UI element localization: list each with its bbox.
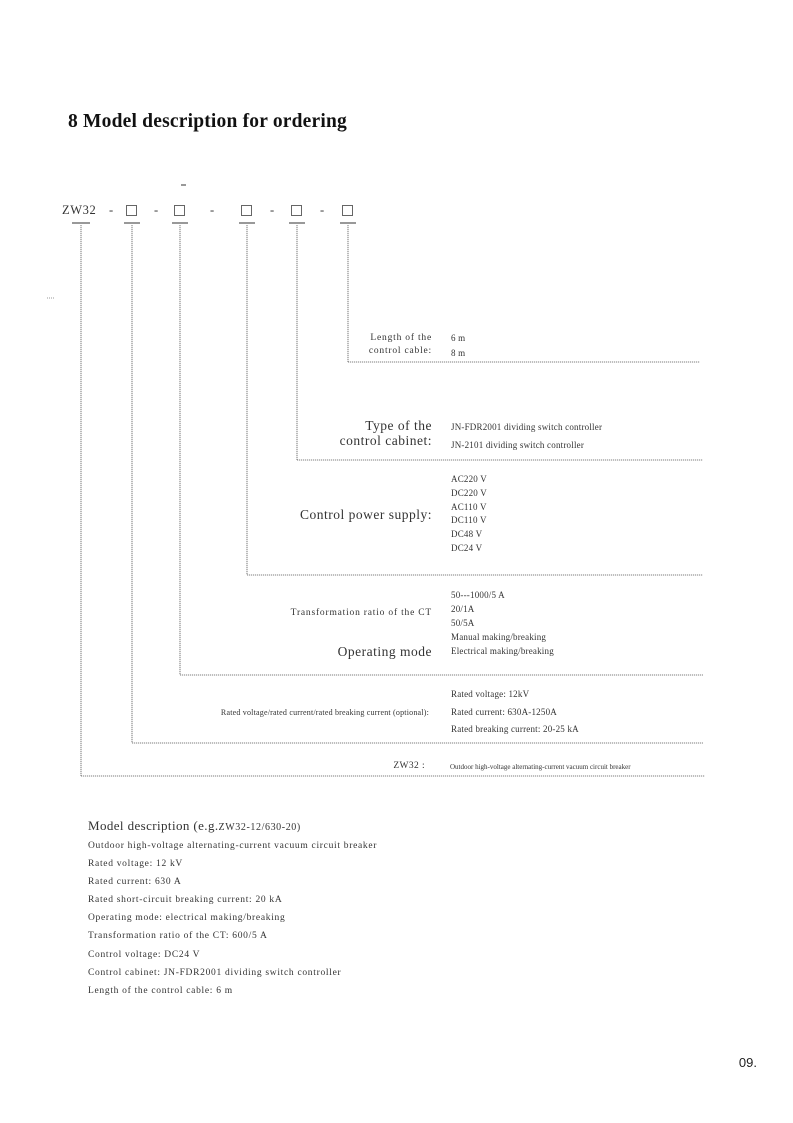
power-supply-label: Control power supply: <box>300 507 432 522</box>
power-option: DC48 V <box>451 529 483 539</box>
code-separator: - <box>109 203 114 217</box>
ct-option: 50---1000/5 A <box>451 590 505 600</box>
operating-mode-label: Operating mode <box>337 644 432 659</box>
ct-ratio-label: Transformation ratio of the CT <box>290 608 432 618</box>
mode-option: Electrical making/breaking <box>451 646 554 656</box>
cable-length-label: Length of the control cable: <box>368 333 432 356</box>
example-line: Transformation ratio of the CT: 600/5 A <box>88 931 268 941</box>
zw32-description: Outdoor high-voltage alternating-current vacuum circuit breaker <box>450 763 631 771</box>
page-title: 8 Model description for ordering <box>68 111 348 132</box>
code-separator: - <box>270 203 275 217</box>
example-line: Operating mode: electrical making/breaking <box>88 913 286 923</box>
code-slot-rated <box>126 205 137 216</box>
zw32-label: ZW32 : <box>393 761 425 771</box>
rated-option: Rated voltage: 12kV <box>451 689 530 699</box>
code-slot-mode <box>174 205 185 216</box>
mode-option: Manual making/breaking <box>451 632 547 642</box>
code-separator: - <box>210 203 215 217</box>
example-line: Control voltage: DC24 V <box>88 950 201 960</box>
ct-option: 20/1A <box>451 604 475 614</box>
power-option: DC220 V <box>451 488 487 498</box>
cable-length-option: 6 m <box>451 333 466 343</box>
code-prefix: ZW32 <box>62 203 97 217</box>
rated-option: Rated breaking current: 20-25 kA <box>451 724 579 734</box>
cabinet-option: JN-2101 dividing switch controller <box>451 440 585 450</box>
example-line: Rated short-circuit breaking current: 20 kA <box>88 895 283 905</box>
power-option: AC220 V <box>451 474 487 484</box>
example-line: Rated voltage: 12 kV <box>88 859 183 869</box>
example-line: Outdoor high-voltage alternating-current vacuum circuit breaker <box>88 841 378 851</box>
cabinet-label: Type of the control cabinet: <box>339 418 432 448</box>
example-line: Control cabinet: JN-FDR2001 dividing switch controller <box>88 968 342 978</box>
code-slot-power <box>241 205 252 216</box>
power-option: DC110 V <box>451 515 487 525</box>
example-line: Rated current: 630 A <box>88 877 182 887</box>
rated-values-label: Rated voltage/rated current/rated breaking current (optional): <box>220 708 429 717</box>
cable-length-option: 8 m <box>451 348 466 358</box>
code-separator: - <box>154 203 159 217</box>
code-slot-cable <box>342 205 353 216</box>
power-option: AC110 V <box>451 502 487 512</box>
code-slot-cabinet <box>291 205 302 216</box>
page-number: 09. <box>738 1055 757 1070</box>
example-line: Length of the control cable: 6 m <box>88 986 233 996</box>
ct-option: 50/5A <box>451 618 475 628</box>
cabinet-option: JN-FDR2001 dividing switch controller <box>451 422 603 432</box>
rated-option: Rated current: 630A-1250A <box>451 707 557 717</box>
power-option: DC24 V <box>451 543 483 553</box>
code-separator: - <box>320 203 325 217</box>
example-title: Model description (e.g.ZW32-12/630-20) <box>88 818 301 833</box>
